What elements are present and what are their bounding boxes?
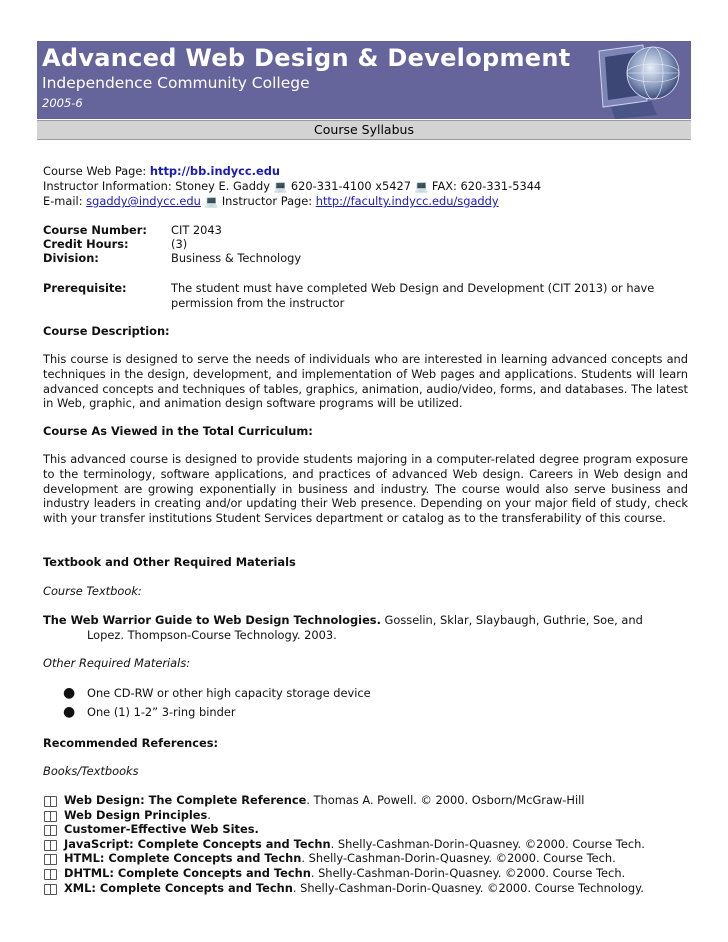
book-icon bbox=[44, 869, 57, 880]
references-heading: Recommended References: bbox=[43, 736, 219, 750]
book-details: . Thomas A. Powell. © 2000. Osborn/McGraw-Hill bbox=[306, 793, 585, 807]
credit-hours: (3) bbox=[171, 237, 188, 251]
book-icon bbox=[44, 884, 57, 895]
textbook-line-2: Lopez. Thompson-Course Technology. 2003. bbox=[87, 628, 337, 642]
list-item bbox=[64, 793, 584, 808]
book-title: XML: Complete Concepts and Techn bbox=[64, 880, 293, 895]
book-title: DHTML: Complete Concepts and Techn bbox=[64, 866, 311, 880]
fax-number: FAX: 620-331-5344 bbox=[428, 179, 542, 193]
book-icon bbox=[44, 825, 57, 836]
curriculum-text: This advanced course is designed to provide students majoring in a computer-related degree program exposure to the terminology, software applications, and practices of advanced Web design. Careers in Web design and development are growing exponentially in business and industry. The course would also serve business and industry leaders in creating and/or updating their Web presence. Depending on your major field of study, check with your transfer institutions Student Services department or catalog as to the transferability of this course. bbox=[43, 452, 688, 526]
college-name: Independence Community College bbox=[42, 74, 310, 92]
materials-heading: Textbook and Other Required Materials bbox=[43, 555, 296, 569]
course-web-page-link[interactable]: http://bb.indycc.edu bbox=[149, 164, 280, 178]
email-link[interactable]: sgaddy@indycc.edu bbox=[86, 194, 201, 208]
book-icon bbox=[44, 840, 57, 851]
book-title: Web Design Principles bbox=[64, 807, 208, 822]
academic-year: 2005-6 bbox=[42, 96, 83, 110]
header-banner bbox=[37, 41, 691, 119]
prerequisite-line-2: permission from the instructor bbox=[171, 296, 345, 310]
syllabus-subtitle-bar bbox=[37, 120, 691, 140]
list-item bbox=[64, 851, 616, 866]
bullet-icon: ● bbox=[63, 704, 76, 720]
textbook-title: The Web Warrior Guide to Web Design Technologies. bbox=[43, 613, 381, 627]
list-item: One CD-RW or other high capacity storage device bbox=[87, 686, 371, 700]
course-number: CIT 2043 bbox=[171, 223, 222, 237]
course-web-page-line: Course Web Page: http://bb.indycc.edu bbox=[43, 164, 280, 178]
book-title: Customer-Effective Web Sites. bbox=[64, 822, 259, 837]
book-icon bbox=[44, 811, 57, 822]
book-title: JavaScript: Complete Concepts and Techn bbox=[64, 836, 331, 851]
book-details: . Shelly-Cashman-Dorin-Quasney. ©2000. Course Tech. bbox=[301, 851, 616, 866]
list-item: One (1) 1-2” 3-ring binder bbox=[87, 705, 236, 719]
globe-monitor-icon bbox=[591, 41, 691, 119]
textbook-line-1: The Web Warrior Guide to Web Design Technologies. Gosselin, Sklar, Slaybaugh, Guthrie, Soe, and bbox=[43, 613, 643, 627]
other-materials-label: Other Required Materials: bbox=[43, 656, 191, 670]
book-icon bbox=[44, 796, 57, 807]
book-details: . bbox=[207, 807, 211, 822]
division: Business & Technology bbox=[171, 251, 302, 265]
textbook-label: Course Textbook: bbox=[43, 584, 142, 598]
curriculum-heading: Course As Viewed in the Total Curriculum: bbox=[43, 424, 313, 438]
books-label: Books/Textbooks bbox=[43, 764, 139, 778]
book-title: Web Design: The Complete Reference bbox=[64, 793, 307, 807]
bullet-icon: ● bbox=[63, 685, 76, 701]
phone-number: 620-331-4100 x5427 bbox=[287, 179, 415, 193]
list-item bbox=[64, 837, 645, 852]
instructor-page-link[interactable]: http://faculty.indycc.edu/sgaddy bbox=[315, 194, 499, 208]
division-label: Division: bbox=[43, 251, 99, 265]
list-item bbox=[64, 808, 211, 823]
book-details: . Shelly-Cashman-Dorin-Quasney. ©2000. Course Technology. bbox=[292, 880, 644, 895]
book-icon bbox=[44, 854, 57, 865]
credit-hours-label: Credit Hours: bbox=[43, 237, 129, 251]
book-details: . Shelly-Cashman-Dorin-Quasney. ©2000. Course Tech. bbox=[310, 866, 626, 880]
email-line: E-mail: sgaddy@indycc.edu 💻 Instructor Page: http://faculty.indycc.edu/sgaddy bbox=[43, 194, 499, 208]
prerequisite-label: Prerequisite: bbox=[43, 281, 127, 295]
book-title: HTML: Complete Concepts and Techn bbox=[64, 851, 302, 866]
computer-icon: 💻 bbox=[204, 195, 219, 208]
course-description-heading: Course Description: bbox=[43, 324, 170, 338]
list-item bbox=[64, 881, 644, 896]
syllabus-subtitle: Course Syllabus bbox=[314, 122, 414, 137]
computer-icon: 💻 bbox=[273, 180, 288, 193]
list-item bbox=[64, 866, 625, 881]
course-description-text: This course is designed to serve the needs of individuals who are interested in learning advanced concepts and techniques in the design, development, and implementation of Web pages and applications. Students will learn advanced concepts and techniques of tables, graphics, animation, audio/video, forms, and databases. The latest in Web, graphic, and animation design software programs will be utilized. bbox=[43, 352, 688, 411]
book-details: . Shelly-Cashman-Dorin-Quasney. ©2000. Course Tech. bbox=[330, 836, 645, 851]
prerequisite-line-1: The student must have completed Web Design and Development (CIT 2013) or have bbox=[171, 281, 655, 295]
computer-icon: 💻 bbox=[414, 180, 429, 193]
list-item bbox=[64, 822, 259, 837]
instructor-info-line: Instructor Information: Stoney E. Gaddy 💻 620-331-4100 x5427 💻 FAX: 620-331-5344 bbox=[43, 179, 542, 193]
course-number-label: Course Number: bbox=[43, 223, 147, 237]
document-title: Advanced Web Design & Development bbox=[42, 44, 571, 72]
